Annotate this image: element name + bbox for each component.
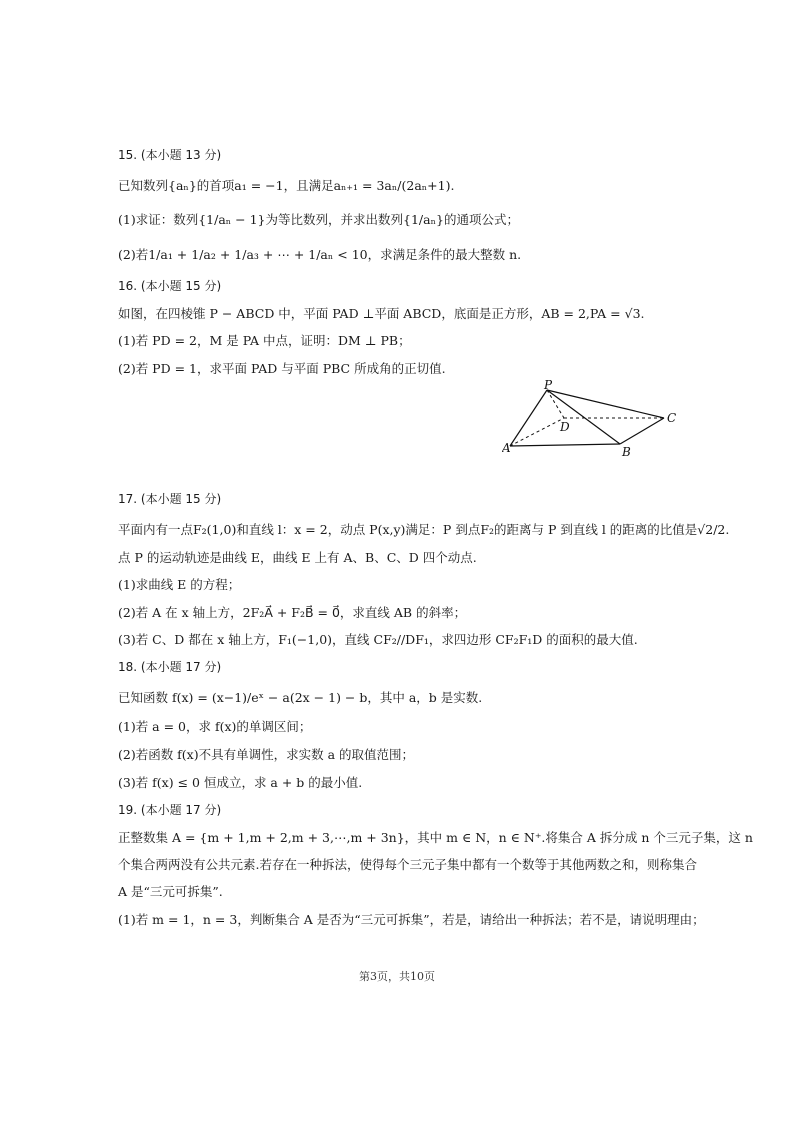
edge-PB	[547, 390, 620, 444]
q18-part1: (1)若 a = 0，求 f(x)的单调区间；	[118, 719, 312, 734]
edge-AB	[510, 444, 620, 446]
q16-part1: (1)若 PD = 2，M 是 PA 中点，证明：DM ⊥ PB；	[118, 333, 411, 348]
q16-part2: (2)若 PD = 1，求平面 PAD 与平面 PBC 所成角的正切值.	[118, 361, 446, 376]
q17-stem-line2: 点 P 的运动轨迹是曲线 E，曲线 E 上有 A、B、C、D 四个动点.	[118, 550, 477, 565]
q17-part3: (3)若 C、D 都在 x 轴上方，F₁(−1,0)，直线 CF₂//DF₁，求四边形 CF₂F₁D 的面积的最大值.	[118, 632, 638, 647]
q18-part2: (2)若函数 f(x)不具有单调性，求实数 a 的取值范围；	[118, 747, 415, 762]
q19-stem-line1: 正整数集 A = {m + 1,m + 2,m + 3,⋯,m + 3n}，其中 m ∈ N，n ∈ N⁺.将集合 A 拆分成 n 个三元子集，这 n	[118, 830, 753, 845]
q17-heading: 17. (本小题 15 分)	[118, 492, 222, 506]
q17-part1: (1)求曲线 E 的方程；	[118, 577, 241, 592]
label-A: A	[502, 441, 511, 455]
q15-part2: (2)若1/a₁ + 1/a₂ + 1/a₃ + ⋯ + 1/aₙ < 10，求满足条件的最大整数 n.	[118, 247, 522, 262]
q15-part1: (1)求证：数列{1/aₙ − 1}为等比数列，并求出数列{1/aₙ}的通项公式；	[118, 212, 519, 227]
label-P: P	[544, 378, 553, 392]
q19-stem-line3: A 是“三元可拆集”.	[118, 884, 223, 899]
q19-stem-line2: 个集合两两没有公共元素.若存在一种拆法，使得每个三元子集中都有一个数等于其他两数之和，则称集合	[118, 857, 697, 872]
q16-heading: 16. (本小题 15 分)	[118, 279, 222, 293]
q19-heading: 19. (本小题 17 分)	[118, 803, 222, 817]
label-D: D	[560, 420, 570, 434]
q18-stem: 已知函数 f(x) = (x−1)/eˣ − a(2x − 1) − b，其中 a，b 是实数.	[118, 690, 483, 705]
q17-part2: (2)若 A 在 x 轴上方，2F₂A⃗ + F₂B⃗ = 0⃗，求直线 AB 的斜率；	[118, 605, 467, 620]
q15-heading: 15. (本小题 13 分)	[118, 148, 222, 162]
label-B: B	[622, 445, 631, 459]
page-footer: 第3页，共10页	[359, 970, 435, 983]
q19-part1: (1)若 m = 1，n = 3，判断集合 A 是否为“三元可拆集”，若是，请给出一种拆法；若不是，请说明理由；	[118, 912, 705, 927]
q17-stem-line1: 平面内有一点F₂(1,0)和直线 l：x = 2，动点 P(x,y)满足：P 到点F₂的距离与 P 到直线 l 的距离的比值是√2/2.	[118, 522, 730, 537]
edge-PD	[547, 390, 564, 418]
pyramid-figure	[502, 378, 702, 462]
q18-heading: 18. (本小题 17 分)	[118, 660, 222, 674]
q15-stem: 已知数列{aₙ}的首项a₁ = −1，且满足aₙ₊₁ = 3aₙ/(2aₙ+1).	[118, 178, 455, 193]
label-C: C	[667, 411, 677, 425]
edge-BC	[620, 418, 664, 444]
q18-part3: (3)若 f(x) ≤ 0 恒成立，求 a + b 的最小值.	[118, 775, 363, 790]
edge-PA	[510, 390, 547, 446]
edge-PC	[547, 390, 664, 418]
q16-stem: 如图，在四棱锥 P − ABCD 中，平面 PAD ⊥平面 ABCD，底面是正方形，AB = 2,PA = √3.	[118, 306, 645, 321]
edge-AD	[510, 418, 564, 446]
